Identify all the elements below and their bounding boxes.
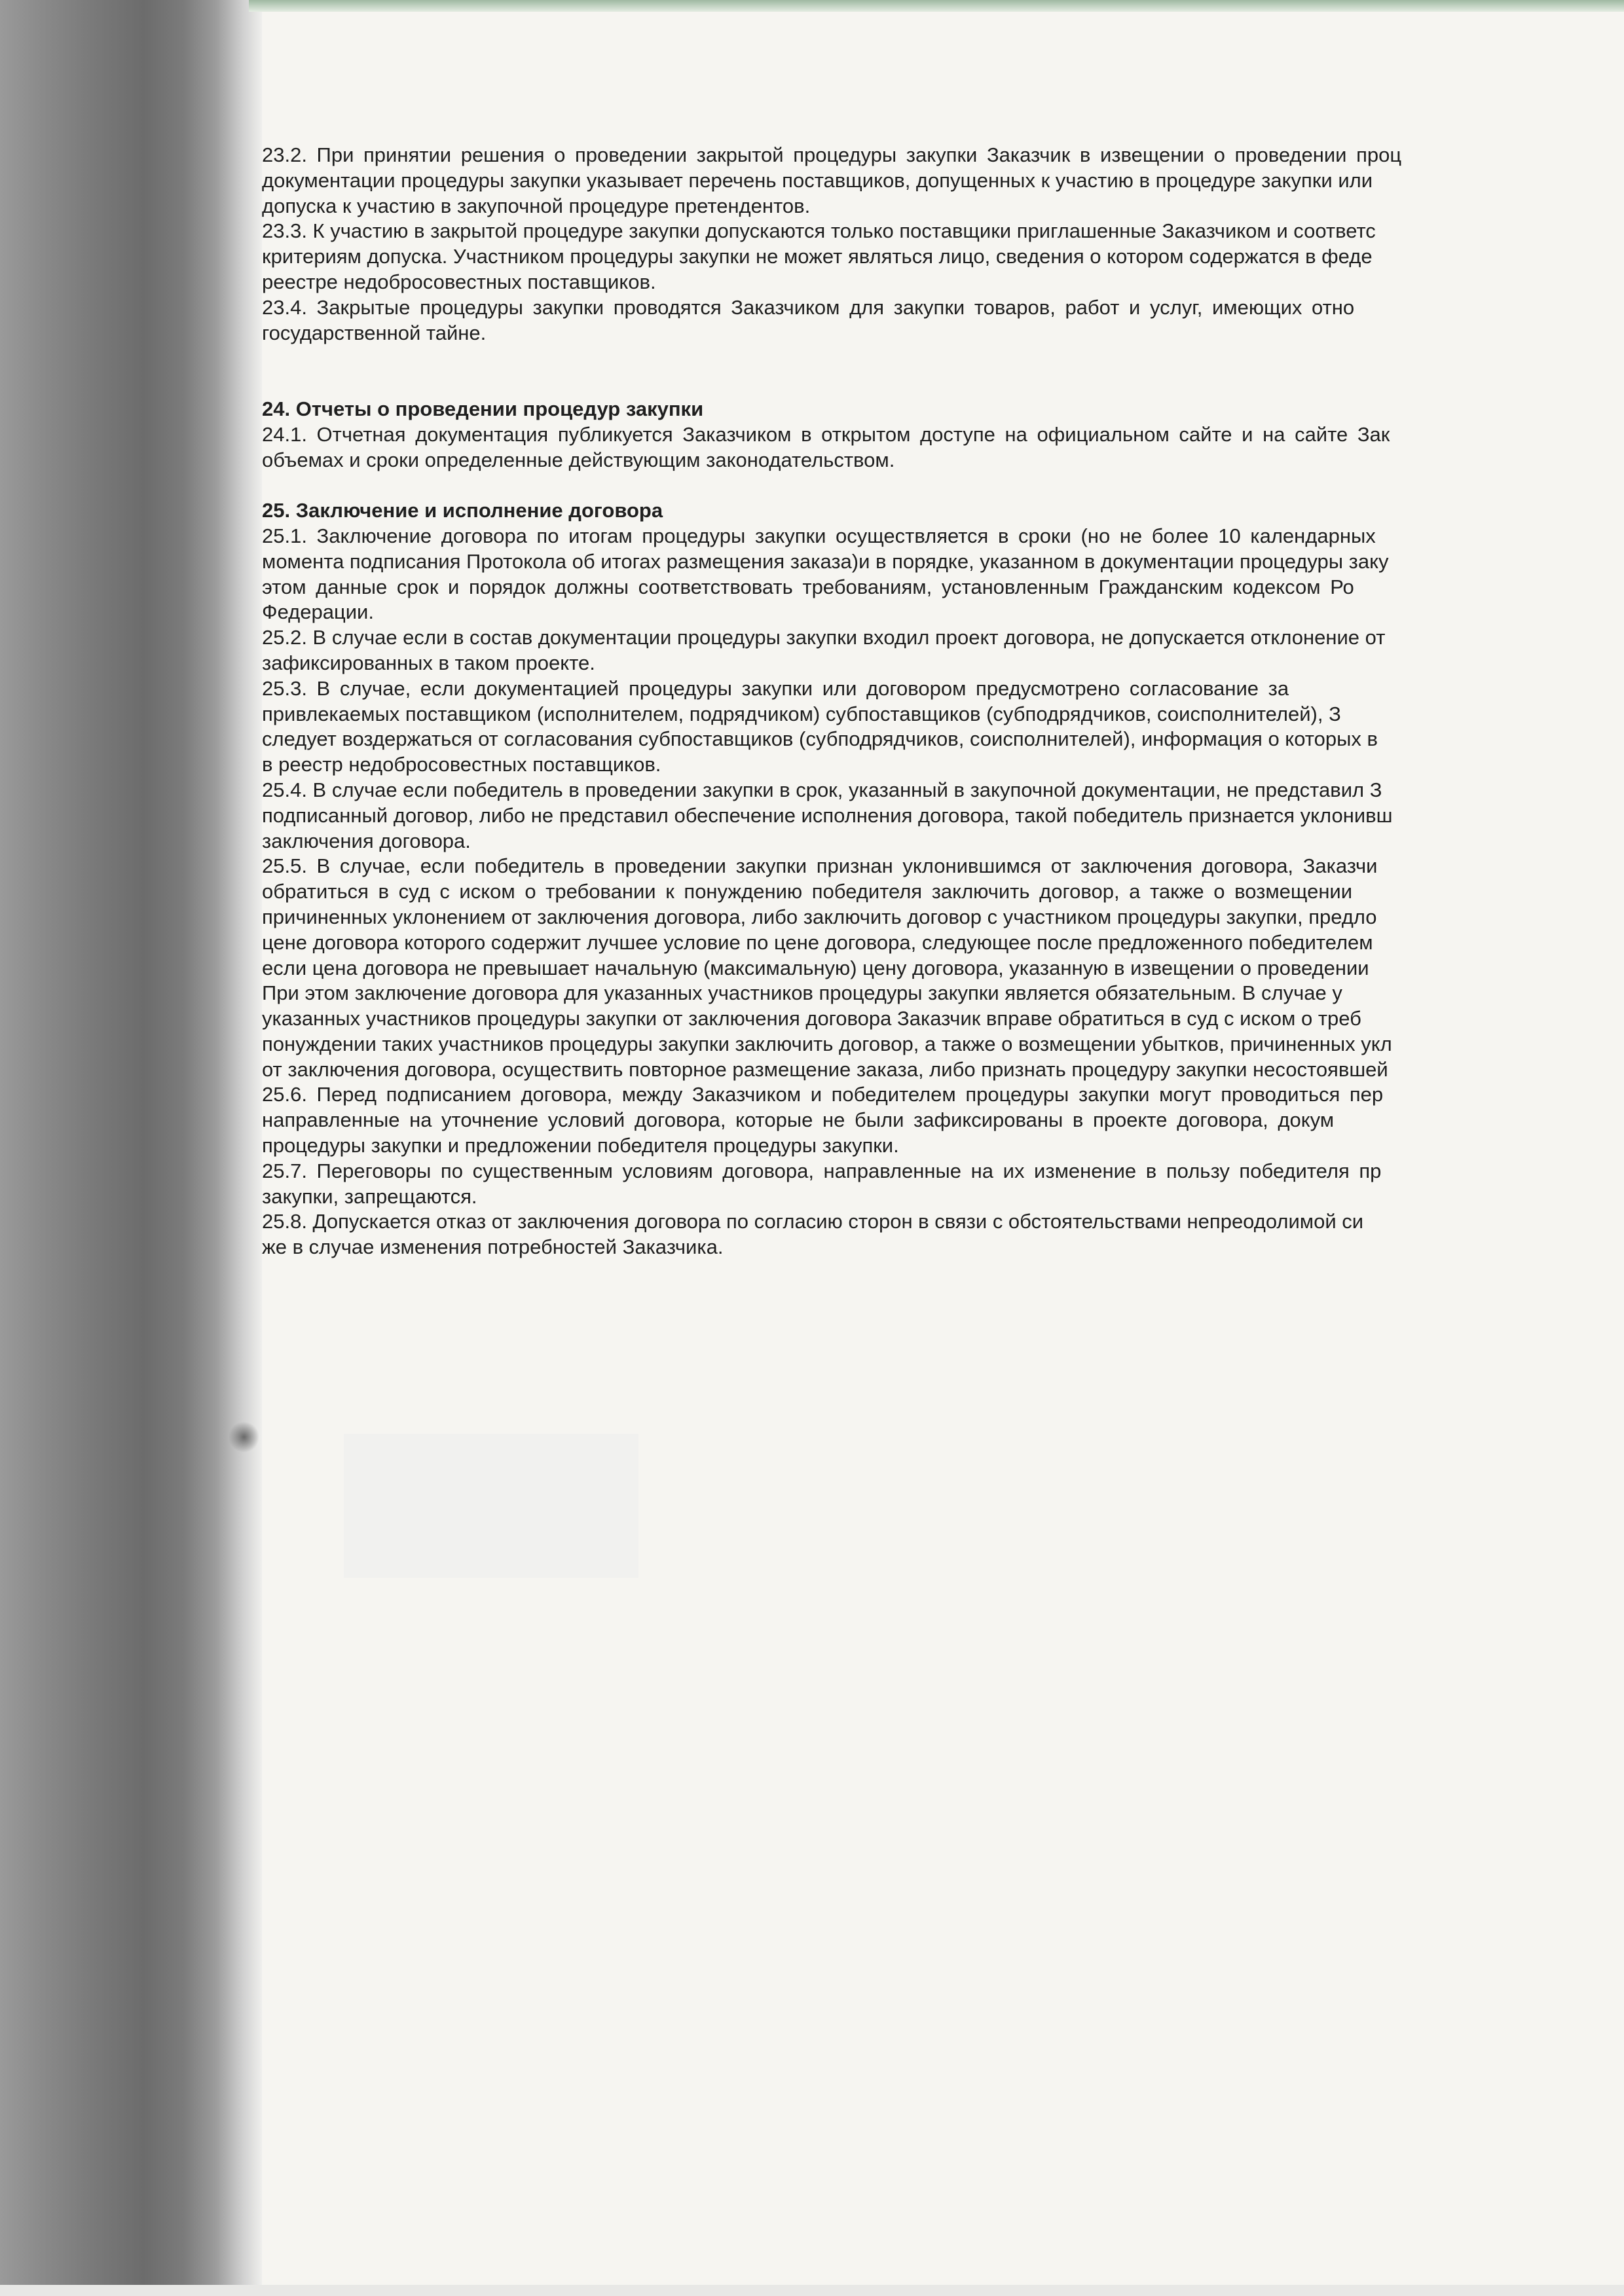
text-line: 25.6. Перед подписанием договора, между Заказчиком и победителем процедуры закупки могут проводиться пер bbox=[262, 1083, 1384, 1106]
text-line: 23.4. Закрытые процедуры закупки проводятся Заказчиком для закупки товаров, работ и услуг, имеющих отно bbox=[262, 295, 1355, 319]
text-line: привлекаемых поставщиком (исполнителем, подрядчиком) субпоставщиков (субподрядчиков, соисполнителей), З bbox=[262, 702, 1341, 725]
text-line: Федерации. bbox=[262, 600, 374, 624]
section-heading: 24. Отчеты о проведении процедур закупки bbox=[262, 397, 704, 420]
page-bottom-edge bbox=[0, 2285, 1624, 2296]
text-line: 25.8. Допускается отказ от заключения договора по согласию сторон в связи с обстоятельствами непреодолимой си bbox=[262, 1210, 1364, 1233]
text-line: документации процедуры закупки указывает перечень поставщиков, допущенных к участию в процедуре закупки или bbox=[262, 168, 1373, 192]
text-line: 25.5. В случае, если победитель в проведении закупки признан уклонившимся от заключения договора, Заказчи bbox=[262, 854, 1378, 878]
text-line: реестре недобросовестных поставщиков. bbox=[262, 270, 656, 293]
binding-shadow bbox=[0, 0, 262, 2296]
scan-smudge bbox=[229, 1421, 259, 1453]
text-line: государственной тайне. bbox=[262, 321, 487, 344]
text-line: зафиксированных в таком проекте. bbox=[262, 651, 595, 674]
section-25 bbox=[262, 498, 1624, 1260]
text-line: обратиться в суд с иском о требовании к понуждению победителя заключить договор, а также о возмещении bbox=[262, 880, 1353, 903]
text-line: причиненных уклонением от заключения договора, либо заключить договор с участником процедуры закупки, предло bbox=[262, 905, 1377, 928]
text-line: в реестр недобросовестных поставщиков. bbox=[262, 753, 661, 776]
section-24 bbox=[262, 397, 1624, 473]
text-line: 23.2. При принятии решения о проведении закрытой процедуры закупки Заказчик в извещении о проведении проц bbox=[262, 143, 1402, 166]
spacer bbox=[262, 346, 1624, 371]
text-line: указанных участников процедуры закупки от заключения договора Заказчик вправе обратиться в суд с иском о треб bbox=[262, 1007, 1361, 1030]
text-line: момента подписания Протокола об итогах размещения заказа)и в порядке, указанном в документации процедуры заку bbox=[262, 549, 1389, 573]
text-line: критериям допуска. Участником процедуры закупки не может являться лицо, сведения о котором содержатся в феде bbox=[262, 245, 1373, 268]
spacer bbox=[262, 473, 1624, 498]
text-line: от заключения договора, осуществить повторное размещение заказа, либо признать процедуру закупки несостоявшей bbox=[262, 1057, 1388, 1081]
text-line: 25.1. Заключение договора по итогам процедуры закупки осуществляется в сроки (но не более 10 календарных bbox=[262, 524, 1376, 547]
text-line: следует воздержаться от согласования субпоставщиков (субподрядчиков, соисполнителей), информация о которых в bbox=[262, 727, 1378, 751]
text-line: этом данные срок и порядок должны соответствовать требованиям, установленным Гражданским кодексом Ро bbox=[262, 575, 1354, 598]
text-line: 24.1. Отчетная документация публикуется Заказчиком в открытом доступе на официальном сайте и на сайте Зак bbox=[262, 422, 1390, 446]
text-line: цене договора которого содержит лучшее условие по цене договора, следующее после предложенного победителем bbox=[262, 930, 1373, 954]
text-line: подписанный договор, либо не представил обеспечение исполнения договора, такой победитель признается уклонивш bbox=[262, 803, 1393, 827]
document-text bbox=[262, 143, 1624, 1387]
text-line: направленные на уточнение условий договора, которые не были зафиксированы в проекте договора, докум bbox=[262, 1108, 1335, 1132]
spacer bbox=[262, 371, 1624, 397]
text-line: понуждении таких участников процедуры закупки заключить договор, а также о возмещении убытков, причиненных укл bbox=[262, 1032, 1392, 1055]
text-line: же в случае изменения потребностей Заказчика. bbox=[262, 1235, 724, 1259]
text-line: При этом заключение договора для указанных участников процедуры закупки является обязательным. В случае у bbox=[262, 981, 1342, 1005]
page-top-edge bbox=[249, 0, 1624, 12]
text-line: 25.3. В случае, если документацией процедуры закупки или договором предусмотрено согласование за bbox=[262, 676, 1289, 700]
text-line: заключения договора. bbox=[262, 829, 471, 852]
text-line: 25.7. Переговоры по существенным условиям договора, направленные на их изменение в пользу победителя пр bbox=[262, 1159, 1382, 1182]
text-line: допуска к участию в закупочной процедуре претендентов. bbox=[262, 194, 811, 217]
text-line: если цена договора не превышает начальную (максимальную) цену договора, указанную в извещении о проведении bbox=[262, 956, 1369, 979]
text-line: процедуры закупки и предложении победителя процедуры закупки. bbox=[262, 1134, 899, 1157]
section-heading: 25. Заключение и исполнение договора bbox=[262, 499, 663, 522]
text-line: 25.4. В случае если победитель в проведении закупки в срок, указанный в закупочной документации, не представил З bbox=[262, 778, 1382, 801]
text-line: 25.2. В случае если в состав документации процедуры закупки входил проект договора, не допускается отклонение от bbox=[262, 626, 1386, 649]
section-23-paragraphs bbox=[262, 143, 1624, 346]
text-line: 23.3. К участию в закрытой процедуре закупки допускаются только поставщики приглашенные Заказчиком и соответс bbox=[262, 219, 1376, 243]
text-line: закупки, запрещаются. bbox=[262, 1184, 477, 1208]
text-line: объемах и сроки определенные действующим законодательством. bbox=[262, 448, 895, 471]
faint-stamp-area bbox=[344, 1434, 638, 1578]
